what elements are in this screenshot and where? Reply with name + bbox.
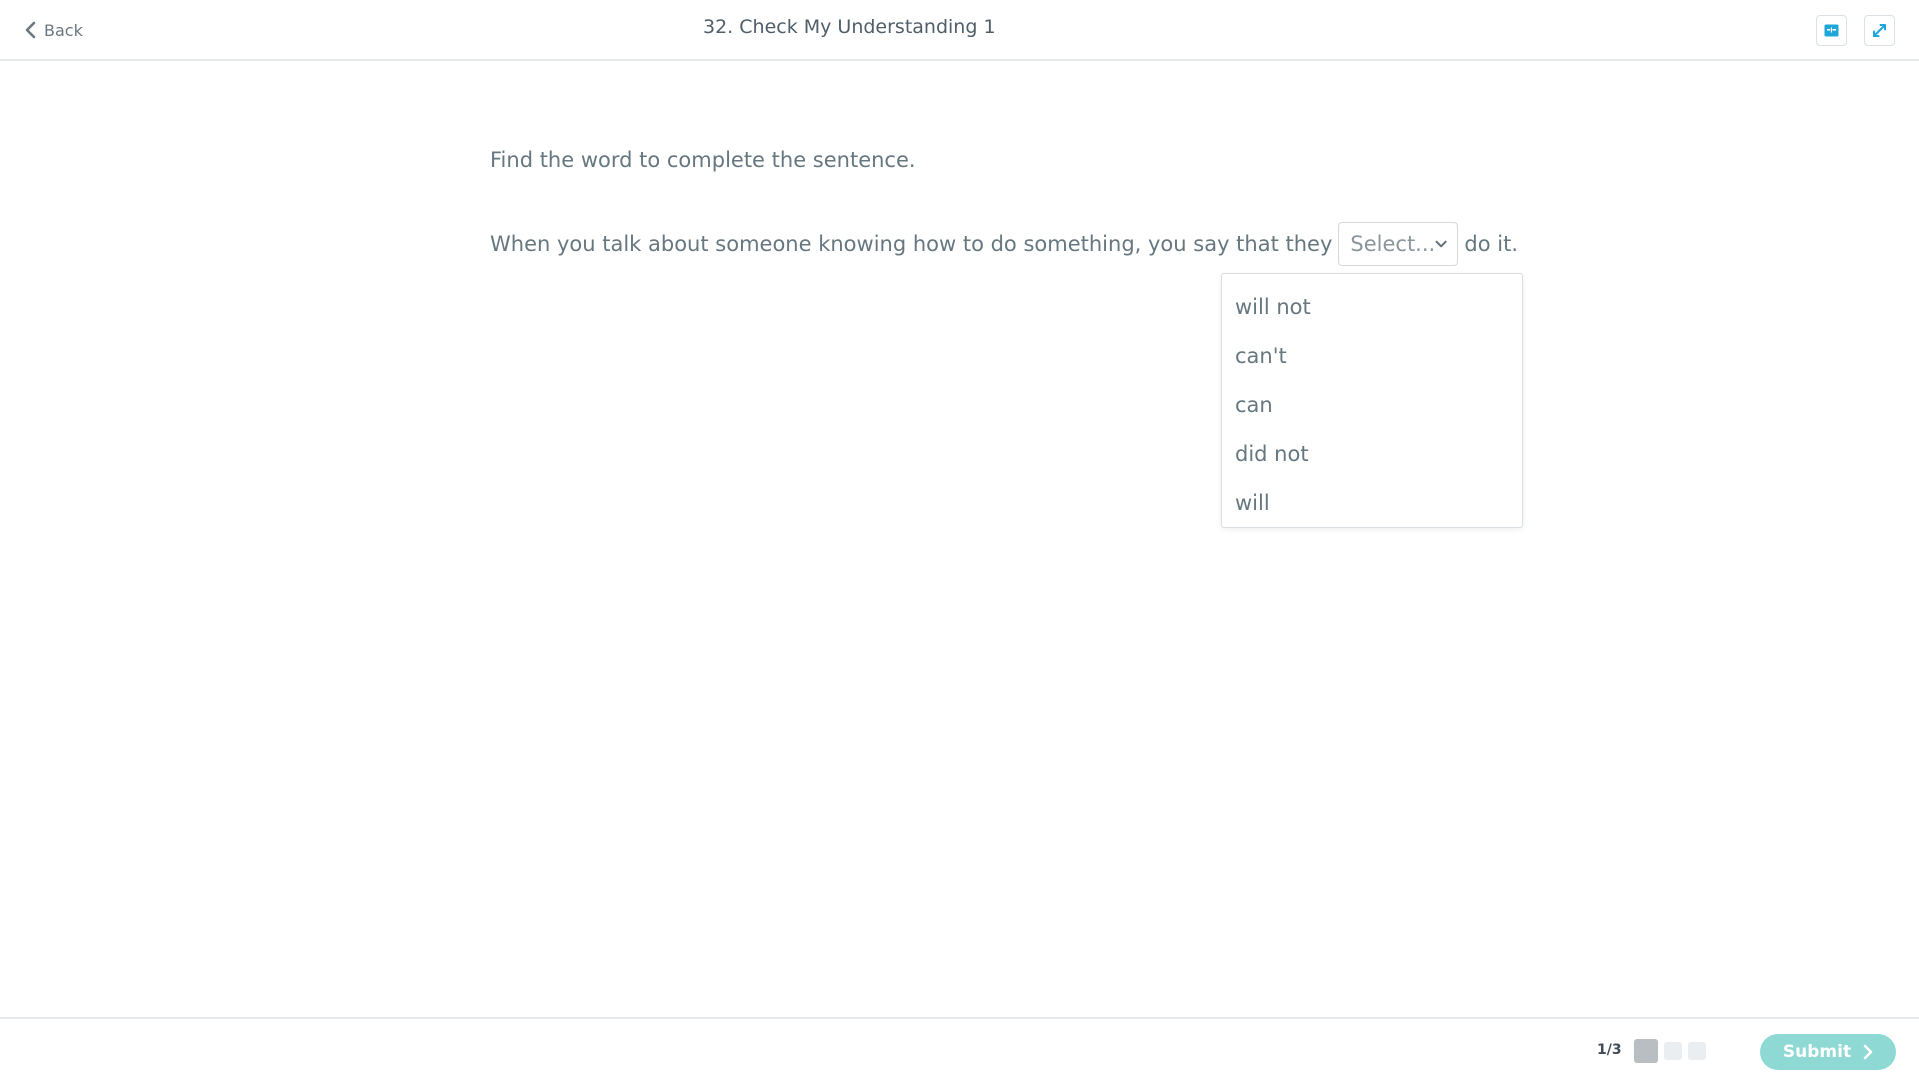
option-did-not[interactable]: did not [1235,441,1309,466]
page-title: 32. Check My Understanding 1 [703,16,996,38]
dictionary-icon [1824,24,1839,37]
page-counter: 1/3 [1597,1042,1622,1058]
select-placeholder: Select... [1350,232,1436,256]
chevron-left-icon [24,21,36,39]
option-will[interactable]: will [1235,490,1270,515]
option-can[interactable]: can [1235,392,1273,417]
sentence-before: When you talk about someone knowing how to do something, you say that they [490,232,1333,256]
back-label: Back [44,20,83,40]
fullscreen-button[interactable] [1864,15,1895,46]
chevron-right-icon [1863,1044,1873,1060]
question-instruction: Find the word to complete the sentence. [490,148,916,172]
answer-select[interactable] [1338,222,1458,266]
back-button[interactable] [24,18,83,42]
expand-icon [1872,23,1887,38]
option-will-not[interactable]: will not [1235,294,1311,319]
page-indicator-3[interactable] [1688,1042,1706,1060]
submit-label: Submit [1782,1042,1852,1062]
bottom-bar [0,1017,1919,1073]
question-sentence [490,222,1518,266]
top-bar [0,0,1919,61]
page-indicator-1[interactable] [1634,1039,1658,1063]
dictionary-button[interactable] [1816,15,1847,46]
chevron-down-icon [1435,238,1447,250]
answer-options-list [1221,273,1523,528]
submit-button[interactable] [1760,1034,1896,1070]
sentence-after: do it. [1464,232,1518,256]
page-indicator-2[interactable] [1664,1042,1682,1060]
option-cant[interactable]: can't [1235,343,1287,368]
